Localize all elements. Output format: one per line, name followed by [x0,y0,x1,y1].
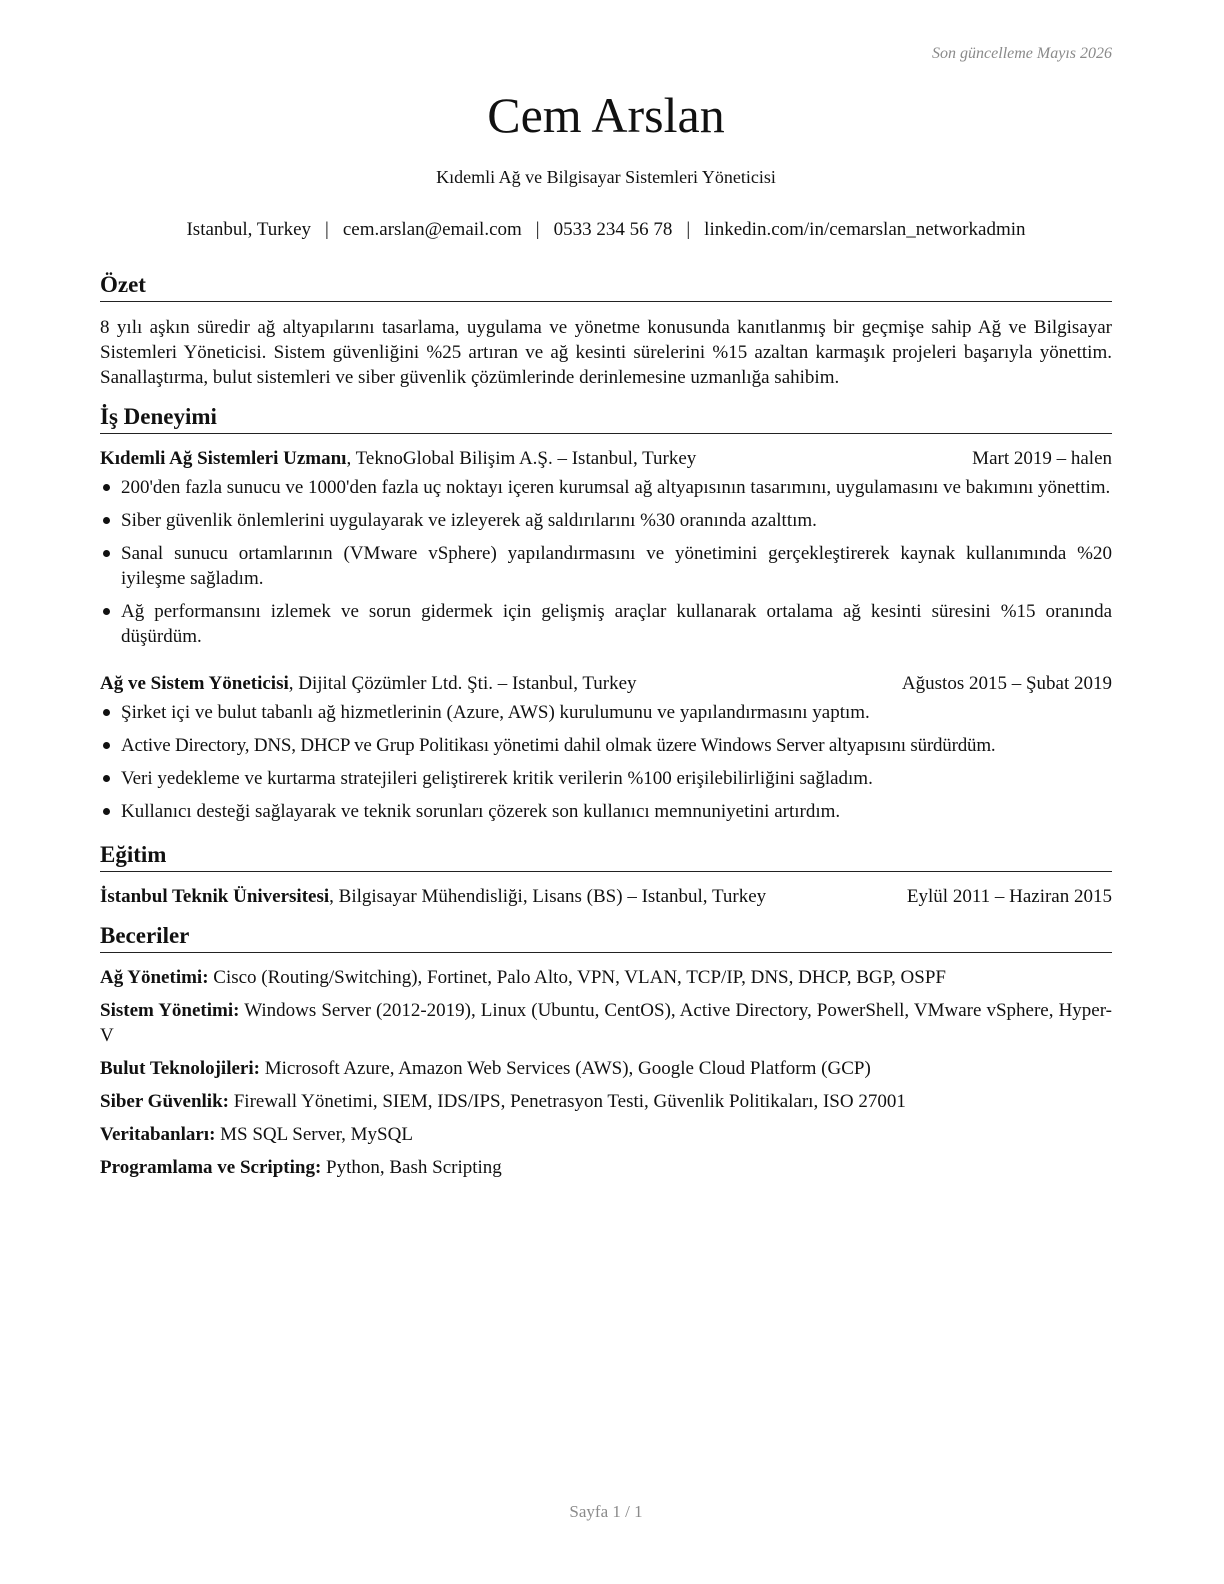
education-school: İstanbul Teknik Üniversitesi [100,886,330,907]
page-number: Sayfa 1 / 1 [569,1502,643,1521]
job-role-company [100,446,696,471]
bullet-item [100,475,1112,500]
education-section [100,840,1112,909]
skill-line [100,1089,1112,1114]
education-entry [100,884,1112,909]
bullet-item [100,700,1112,725]
last-updated: Son güncelleme Mayıs 2026 [932,45,1112,62]
education-detail: , Bilgisayar Mühendisliği, Lisans (BS) – Istanbul, Turkey [329,886,767,907]
skill-line [100,1056,1112,1081]
skill-value: Cisco (Routing/Switching), Fortinet, Palo Alto, VPN, VLAN, TCP/IP, DNS, DHCP, BGP, OSPF [208,967,946,988]
resume-body [100,270,1112,1188]
job-entry [100,671,1112,824]
contact-line [100,219,1112,241]
job-bullets [100,700,1112,824]
job-header [100,446,1112,471]
skill-label: Veritabanları: [100,1124,216,1145]
section-heading-skills: Beceriler [100,921,1112,953]
bullet-dot-icon [103,742,110,749]
contact-email[interactable]: cem.arslan@email.com [342,219,522,240]
bullet-dot-icon [103,608,110,615]
bullet-dot-icon [103,709,110,716]
skill-value: Windows Server (2012-2019), Linux (Ubuntu, CentOS), Active Directory, PowerShell, VMware vSphere, Hyper-V [100,1000,1112,1046]
skill-value: MS SQL Server, MySQL [215,1124,413,1145]
bullet-text: Kullanıcı desteği sağlayarak ve teknik sorunları çözerek son kullanıcı memnuniyetini artırdım. [121,801,841,822]
bullet-text: Siber güvenlik önlemlerini uygulayarak ve izleyerek ağ saldırılarını %30 oranında azalttım. [121,510,817,531]
job-title: Kıdemli Ağ ve Bilgisayar Sistemleri Yöneticisi [436,167,776,187]
job-company: , Dijital Çözümler Ltd. Şti. – Istanbul, Turkey [288,673,637,694]
contact-location: Istanbul, Turkey [186,219,312,240]
contact-separator: | [535,219,540,240]
education-school-detail [100,884,766,909]
bullet-text: Şirket içi ve bulut tabanlı ağ hizmetlerinin (Azure, AWS) kurulumunu ve yapılandırmasını yaptım. [121,702,870,723]
summary-section [100,270,1112,390]
person-name: Cem Arslan [487,87,725,143]
experience-section [100,402,1112,824]
resume-page [100,0,1112,1584]
skill-value: Firewall Yönetimi, SIEM, IDS/IPS, Penetrasyon Testi, Güvenlik Politikaları, ISO 27001 [228,1091,906,1112]
job-dates: Ağustos 2015 – Şubat 2019 [901,673,1112,694]
bullet-dot-icon [103,517,110,524]
job-bullets [100,475,1112,649]
skill-value: Python, Bash Scripting [321,1157,502,1178]
bullet-item [100,766,1112,791]
skills-list [100,965,1112,1180]
job-dates: Mart 2019 – halen [972,448,1112,469]
bullet-dot-icon [103,484,110,491]
bullet-item [100,508,1112,533]
section-heading-experience: İş Deneyimi [100,402,1112,434]
skill-label: Siber Güvenlik: [100,1091,229,1112]
job-role-company [100,671,637,696]
bullet-dot-icon [103,550,110,557]
skill-label: Sistem Yönetimi: [100,1000,240,1021]
bullet-text: Veri yedekleme ve kurtarma stratejileri geliştirerek kritik verilerin %100 erişilebilirliğini sağladım. [121,768,873,789]
section-heading-summary: Özet [100,270,1112,302]
job-role: Ağ ve Sistem Yöneticisi [100,673,289,694]
job-role: Kıdemli Ağ Sistemleri Uzmanı [100,448,347,469]
skill-label: Ağ Yönetimi: [100,967,209,988]
bullet-item [100,599,1112,649]
skill-line [100,998,1112,1048]
contact-separator: | [686,219,691,240]
summary-text: 8 yılı aşkın süredir ağ altyapılarını tasarlama, uygulama ve yönetme konusunda kanıtlanmış bir geçmişe sahip Ağ ve Bilgisayar Sistemleri Yöneticisi. Sistem güvenliğini %25 artıran ve ağ kesinti sürelerini %15 azaltan karmaşık projeleri başarıyla yönettim. Sanallaştırma, bulut sistemleri ve siber güvenlik çözümlerinde derinlemesine uzmanlığa sahibim. [100,317,1112,388]
bullet-dot-icon [103,775,110,782]
bullet-text: Active Directory, DNS, DHCP ve Grup Politikası yönetimi dahil olmak üzere Windows Server altyapısını sürdürdüm. [121,735,996,756]
bullet-item [100,541,1112,591]
contact-separator: | [325,219,329,240]
contact-linkedin[interactable]: linkedin.com/in/cemarslan_networkadmin [704,219,1026,240]
section-heading-education: Eğitim [100,840,1112,872]
bullet-dot-icon [103,808,110,815]
bullet-item [100,799,1112,824]
skill-value: Microsoft Azure, Amazon Web Services (AWS), Google Cloud Platform (GCP) [259,1058,871,1079]
skill-label: Programlama ve Scripting: [100,1157,322,1178]
bullet-item [100,733,1112,758]
job-entry [100,446,1112,649]
education-dates: Eylül 2011 – Haziran 2015 [906,886,1112,907]
bullet-text: Sanal sunucu ortamlarının (VMware vSphere) yapılandırmasını ve yönetimini gerçekleştirerek kaynak kullanımında %20 iyileşme sağladım. [121,543,1112,589]
skill-line [100,1122,1112,1147]
skills-section [100,921,1112,1180]
contact-phone[interactable]: 0533 234 56 78 [553,219,673,240]
bullet-text: 200'den fazla sunucu ve 1000'den fazla uç noktayı içeren kurumsal ağ altyapısının tasarımını, uygulamasını ve bakımını yönettim. [121,477,1111,498]
skill-line [100,1155,1112,1180]
bullet-text: Ağ performansını izlemek ve sorun gidermek için gelişmiş araçlar kullanarak ortalama ağ kesinti süresini %15 oranında düşürdüm. [121,601,1112,647]
skill-label: Bulut Teknolojileri: [100,1058,260,1079]
skill-line [100,965,1112,990]
job-header [100,671,1112,696]
job-company: , TeknoGlobal Bilişim A.Ş. – Istanbul, Turkey [346,448,697,469]
